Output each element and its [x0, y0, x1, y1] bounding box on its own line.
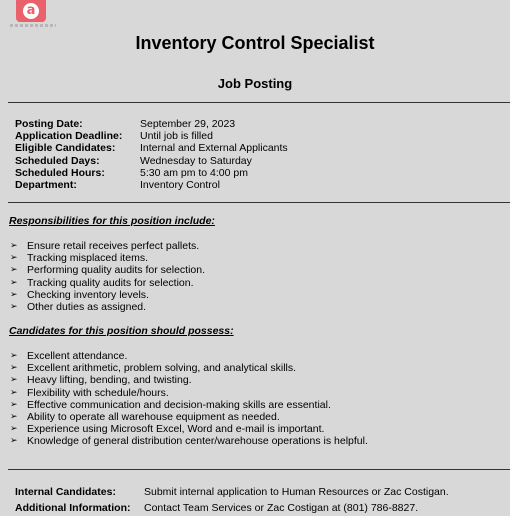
- detail-label: Scheduled Hours:: [15, 166, 105, 179]
- bullet-arrow-icon: ➢: [10, 399, 18, 410]
- bullet-arrow-icon: ➢: [10, 436, 18, 447]
- qualifications-heading: [9, 325, 234, 337]
- qualifications-heading-text: Candidates for this position should possess: [9, 325, 231, 337]
- list-item-text: Other duties as assigned.: [27, 301, 147, 314]
- list-item-text: Ensure retail receives perfect pallets.: [27, 240, 200, 252]
- posting-details: [15, 118, 288, 191]
- list-item: [10, 374, 368, 386]
- footer-row: [15, 484, 449, 500]
- footer-value: Contact Team Services or Zac Costigan at (801) 786-8827.: [144, 502, 419, 514]
- logo-tagline-decoration: [10, 24, 56, 27]
- divider-details: [8, 202, 510, 203]
- list-item-text: Excellent attendance.: [27, 350, 128, 362]
- detail-label: Scheduled Days:: [15, 154, 100, 167]
- list-item: [10, 301, 205, 313]
- list-item: [10, 423, 368, 435]
- page-subtitle: Job Posting: [217, 76, 293, 91]
- bullet-arrow-icon: ➢: [10, 289, 18, 300]
- list-item-text: Effective communication and decision-making skills are essential.: [27, 398, 331, 411]
- bullet-arrow-icon: ➢: [10, 363, 18, 374]
- bullet-arrow-icon: ➢: [10, 277, 18, 288]
- responsibilities-heading: Responsibilities for this position include:: [9, 215, 215, 227]
- detail-row: [15, 179, 288, 191]
- list-item: [10, 399, 368, 411]
- list-item-text: Tracking quality audits for selection.: [27, 276, 194, 289]
- detail-row: [15, 155, 288, 167]
- bullet-arrow-icon: ➢: [10, 387, 18, 398]
- list-item: [10, 411, 368, 423]
- detail-label: Eligible Candidates:: [15, 142, 116, 155]
- list-item-text: Heavy lifting, bending, and twisting.: [27, 374, 192, 387]
- detail-value: Internal and External Applicants: [140, 142, 288, 155]
- footer-row: [15, 500, 449, 516]
- detail-label: Application Deadline:: [15, 130, 123, 143]
- detail-label: Posting Date:: [15, 118, 83, 130]
- list-item: [10, 277, 205, 289]
- list-item: [10, 350, 368, 362]
- list-item-text: Experience using Microsoft Excel, Word and e-mail is important.: [27, 423, 325, 436]
- bullet-arrow-icon: ➢: [10, 424, 18, 435]
- list-item: [10, 362, 368, 374]
- detail-value: Until job is filled: [140, 130, 213, 143]
- bullet-arrow-icon: ➢: [10, 265, 18, 276]
- detail-row: [15, 118, 288, 130]
- bullet-arrow-icon: ➢: [10, 351, 18, 361]
- list-item-text: Excellent arithmetic, problem solving, and analytical skills.: [27, 362, 297, 375]
- list-item-text: Ability to operate all warehouse equipment as needed.: [27, 411, 280, 424]
- qualifications-heading-colon: :: [230, 325, 234, 337]
- responsibilities-list: [10, 240, 205, 313]
- bullet-arrow-icon: ➢: [10, 241, 18, 251]
- detail-row: [15, 142, 288, 154]
- list-item-text: Knowledge of general distribution center/warehouse operations is helpful.: [27, 435, 368, 448]
- footer-label: Additional Information:: [15, 502, 131, 514]
- divider-top: [8, 102, 510, 103]
- bullet-arrow-icon: ➢: [10, 375, 18, 386]
- list-item: [10, 264, 205, 276]
- list-item: [10, 387, 368, 399]
- list-item: [10, 240, 205, 252]
- detail-value: Wednesday to Saturday: [140, 154, 252, 167]
- company-logo: [16, 0, 46, 22]
- detail-row: [15, 167, 288, 179]
- list-item-text: Flexibility with schedule/hours.: [27, 386, 169, 399]
- detail-value: Inventory Control: [140, 179, 220, 192]
- detail-value: 5:30 am pm to 4:00 pm: [140, 166, 248, 179]
- detail-value: September 29, 2023: [140, 118, 236, 130]
- divider-footer: [8, 469, 510, 470]
- logo-letter: a: [23, 3, 39, 19]
- list-item: [10, 252, 205, 264]
- qualifications-list: [10, 350, 368, 448]
- list-item-text: Checking inventory levels.: [27, 288, 149, 301]
- footer-value: Submit internal application to Human Resources or Zac Costigan.: [144, 486, 449, 498]
- list-item-text: Tracking misplaced items.: [27, 252, 148, 265]
- list-item: [10, 289, 205, 301]
- detail-row: [15, 130, 288, 142]
- contact-footer: [15, 484, 449, 516]
- bullet-arrow-icon: ➢: [10, 253, 18, 264]
- detail-label: Department:: [15, 179, 77, 192]
- list-item: [10, 435, 368, 447]
- bullet-arrow-icon: ➢: [10, 302, 18, 313]
- list-item-text: Performing quality audits for selection.: [27, 264, 206, 277]
- page-title: Inventory Control Specialist: [135, 33, 375, 53]
- bullet-arrow-icon: ➢: [10, 412, 18, 423]
- footer-label: Internal Candidates:: [15, 486, 116, 498]
